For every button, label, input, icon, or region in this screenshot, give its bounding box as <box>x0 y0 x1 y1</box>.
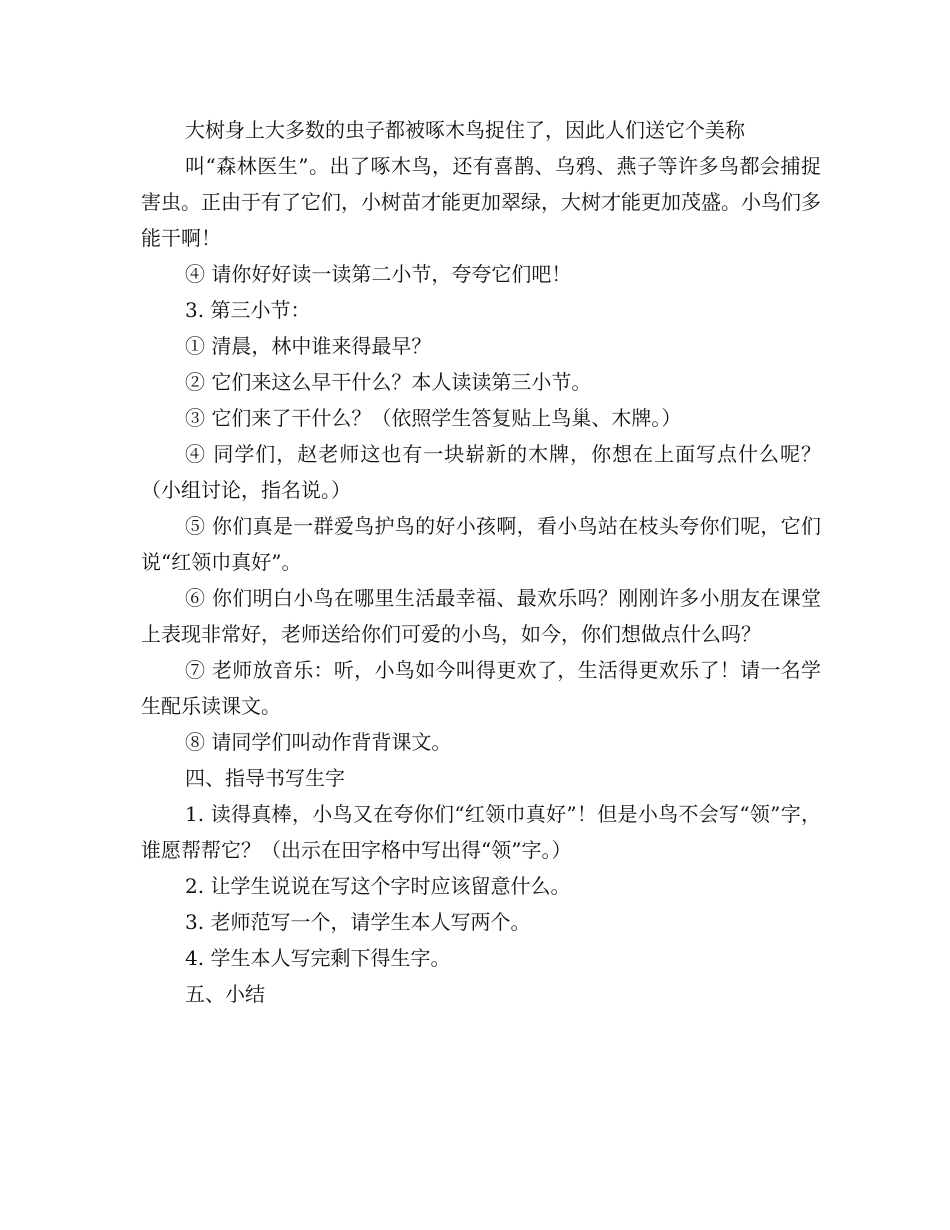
paragraph: ① 清晨，林中谁来得最早？ <box>185 334 432 358</box>
document-body <box>141 112 821 1012</box>
paragraph: ⑥ 你们明白小鸟在哪里生活最幸福、最欢乐吗？刚刚许多小朋友在课堂上表现非常好，老师送给你们可爱的小鸟，如今，你们想做点什么吗？ <box>141 586 821 646</box>
paragraph: ④ 同学们，赵老师这也有一块崭新的木牌，你想在上面写点什么呢？（小组讨论，指名说。） <box>141 442 821 502</box>
section-heading: 四、指导书写生字 <box>185 766 345 790</box>
paragraph: ⑤ 你们真是一群爱鸟护鸟的好小孩啊，看小鸟站在枝头夸你们呢，它们说“红领巾真好”。 <box>141 514 821 574</box>
paragraph: ② 它们来这么早干什么？本人读读第三小节。 <box>185 370 592 394</box>
paragraph: ⑦ 老师放音乐：听，小鸟如今叫得更欢了，生活得更欢乐了！请一名学生配乐读课文。 <box>141 658 821 718</box>
paragraph: ⑧ 请同学们叫动作背背课文。 <box>185 730 452 754</box>
section-heading: 五、小结 <box>185 982 265 1006</box>
paragraph: 3. 第三小节： <box>185 298 311 322</box>
paragraph: 4. 学生本人写完剩下得生字。 <box>185 946 451 970</box>
paragraph: 3. 老师范写一个，请学生本人写两个。 <box>185 910 531 934</box>
paragraph: 2. 让学生说说在写这个字时应该留意什么。 <box>185 874 571 898</box>
paragraph: 大树身上大多数的虫子都被啄木鸟捉住了，因此人们送它个美称 <box>185 118 745 142</box>
paragraph: ③ 它们来了干什么？（依照学生答复贴上鸟巢、木牌。） <box>185 406 682 430</box>
paragraph: 叫“森林医生”。出了啄木鸟，还有喜鹊、乌鸦、燕子等许多鸟都会捕捉害虫。正由于有了它们，小树苗才能更加翠绿，大树才能更加茂盛。小鸟们多能干啊！ <box>141 154 821 250</box>
paragraph: 1. 读得真棒，小鸟又在夸你们“红领巾真好”！但是小鸟不会写“领”字，谁愿帮帮它？（出示在田字格中写出得“领”字。） <box>141 802 821 862</box>
paragraph: ④ 请你好好读一读第二小节，夸夸它们吧！ <box>185 262 572 286</box>
